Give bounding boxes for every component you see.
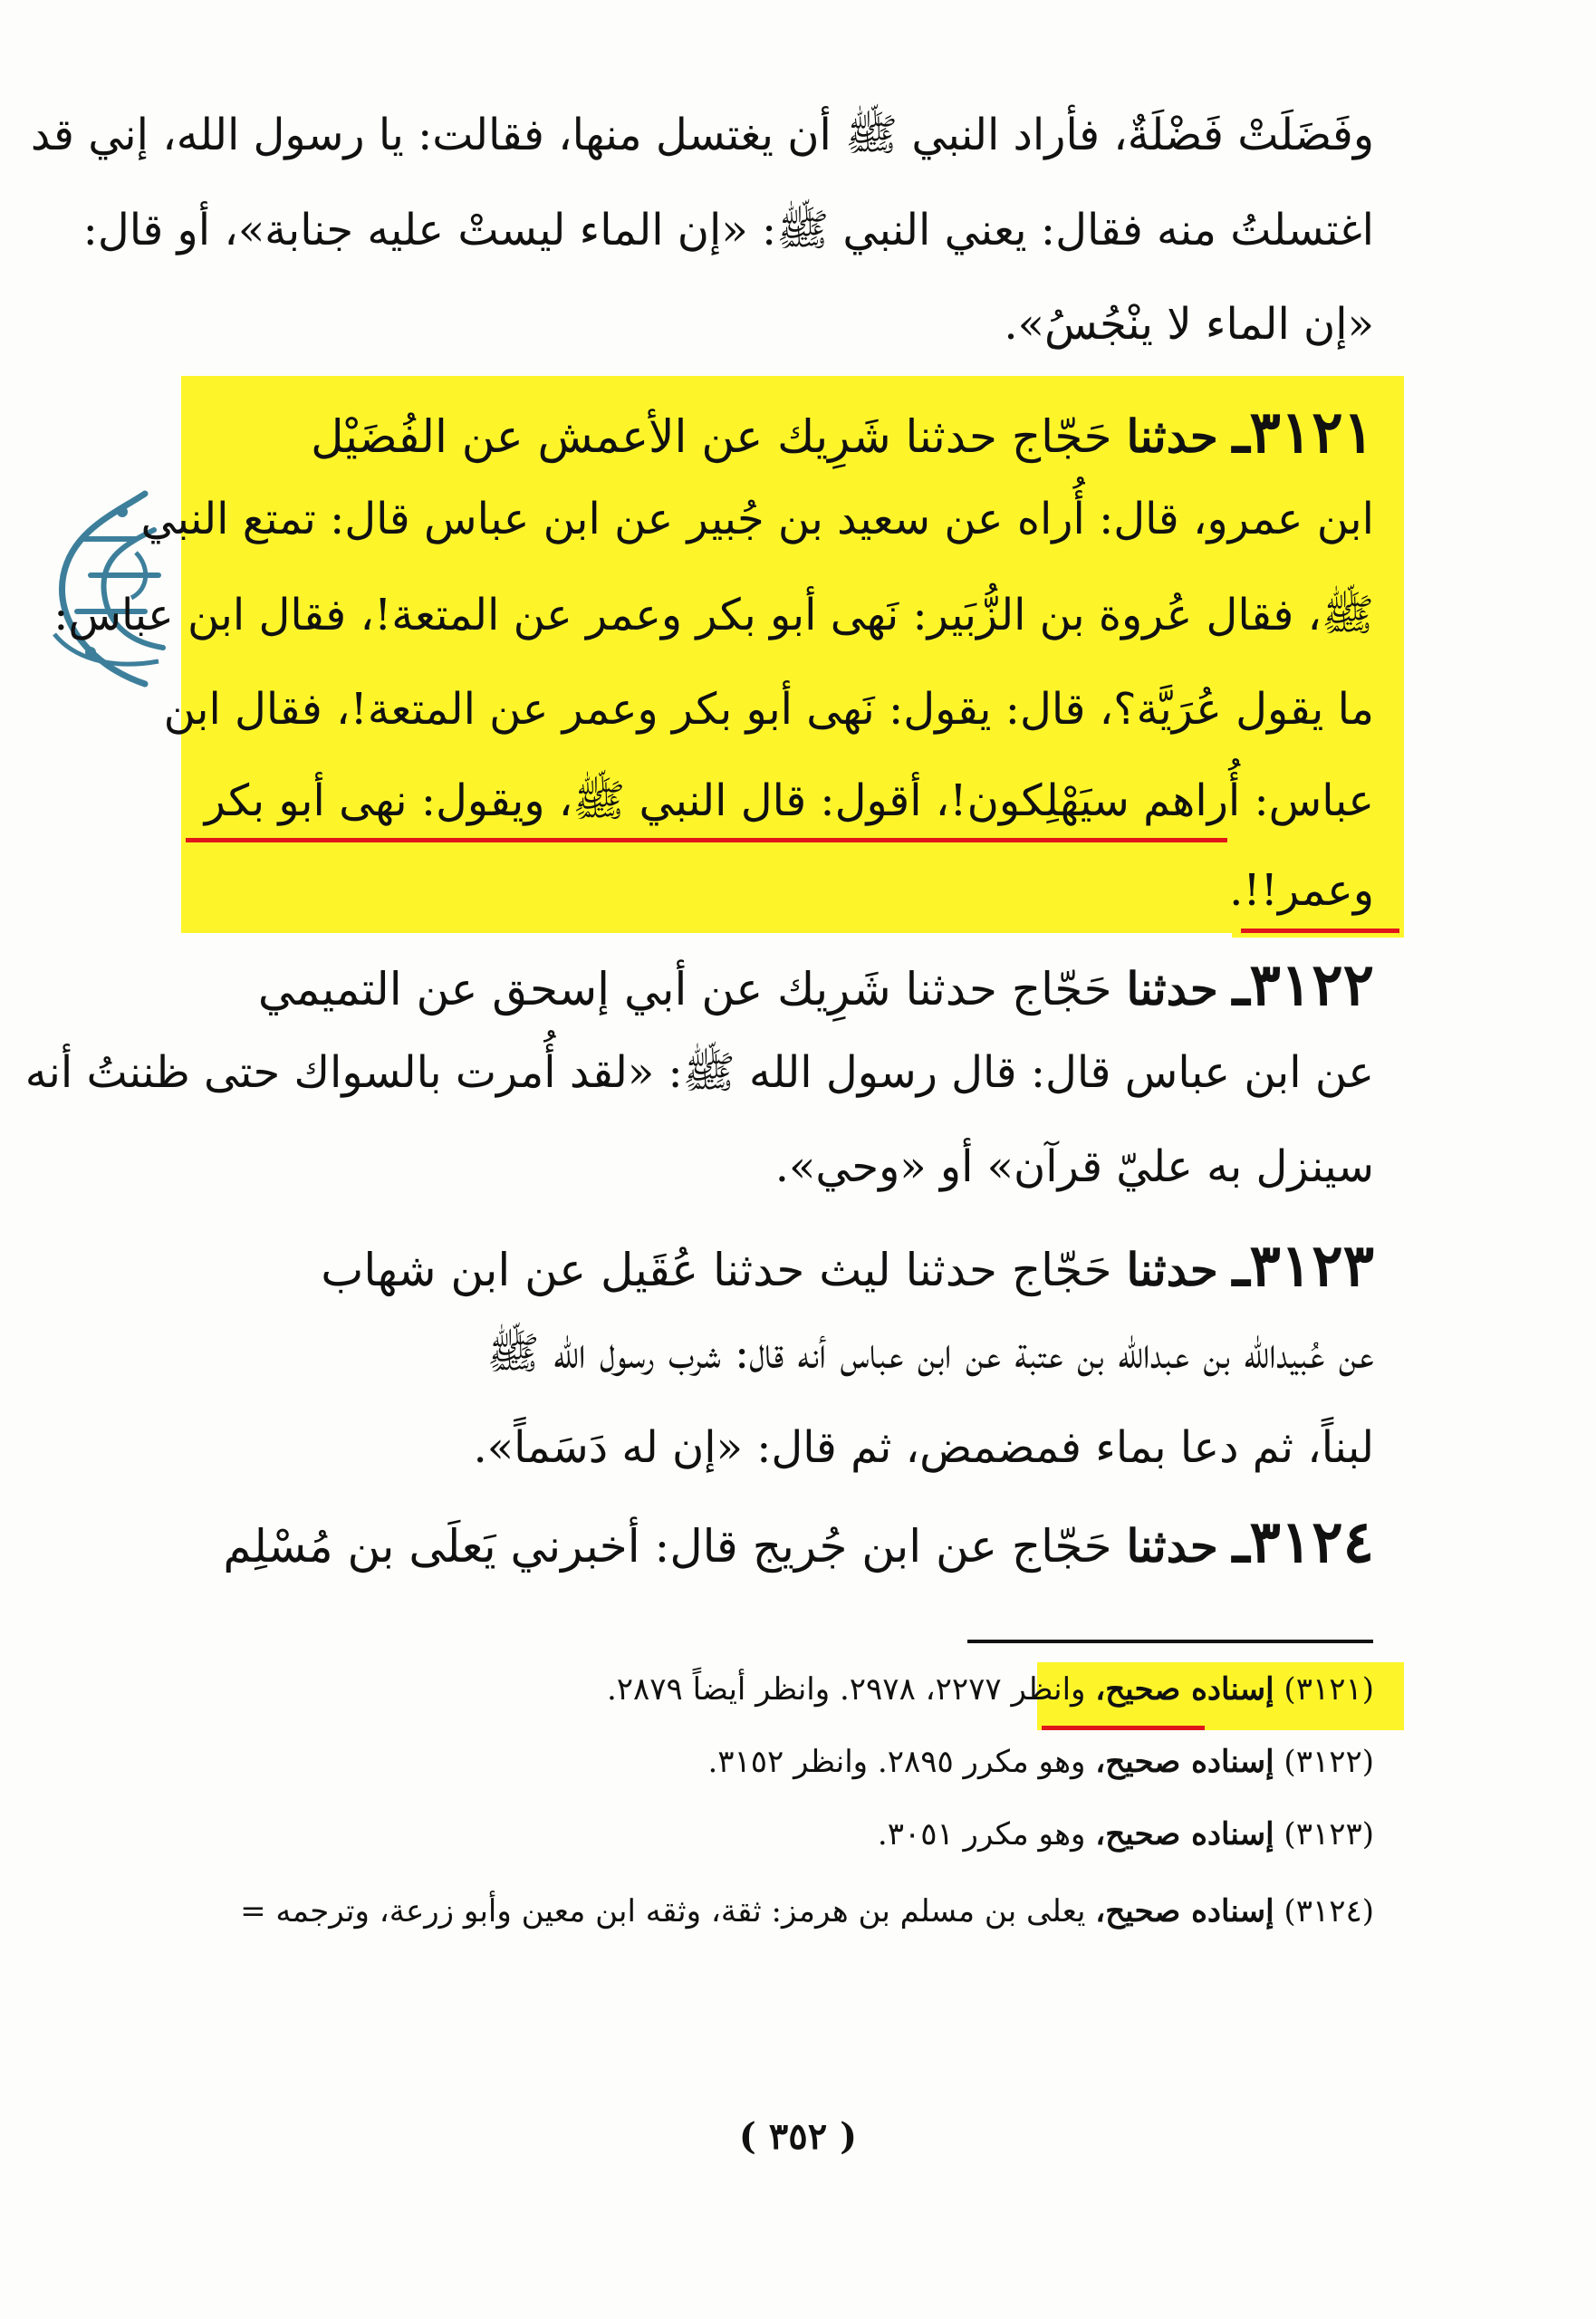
footnote-ref: (٣١٢٢) (1284, 1744, 1374, 1780)
hadith-text: حَجّاج حدثنا ليث حدثنا عُقَيل عن ابن شهاب (321, 1244, 1112, 1296)
text-line: اغتسلتُ منه فقال: يعني النبي ﷺ: «إن الماء ليستْ عليه جنابة»، أو قال: (82, 205, 1374, 255)
text-line: وفَضَلَتْ فَضْلَةٌ، فأراد النبي ﷺ أن يغتسل منها، فقالت: يا رسول الله، إني قد (30, 110, 1374, 160)
red-underline-hadith-tail (1241, 929, 1399, 933)
text-line: ابن عمرو، قال: أُراه عن سعيد بن جُبير عن ابن عباس قال: تمتع النبي (140, 494, 1374, 544)
footnote-3122 (160, 1744, 1374, 1780)
hadith-number: ٣١٢٤ـ (1232, 1508, 1374, 1576)
hadith-3122-first-line (206, 951, 1374, 1019)
hadith-number: ٣١٢١ـ (1232, 399, 1374, 467)
footnote-ref: (٣١٢٣) (1284, 1816, 1374, 1852)
text-line: عن عُبيدالله بن عبدالله بن عتبة عن ابن عباس أنه قال: شرب رسول الله ﷺ (486, 1328, 1374, 1379)
hadith-text: حَجّاج حدثنا شَرِيك عن أبي إسحق عن التميمي (257, 963, 1112, 1015)
footnote-ref: (٣١٢٤) (1284, 1893, 1374, 1929)
text-line: وعمر!!. (1229, 865, 1374, 916)
hadith-head-word: حدثنا (1126, 1243, 1218, 1296)
hadith-head-word: حدثنا (1126, 409, 1218, 463)
hadith-text: حَجّاج عن ابن جُريج قال: أخبرني يَعلَى بن مُسْلِم (223, 1520, 1112, 1573)
footnote-grade: إسناده صحيح، (1095, 1816, 1274, 1852)
text-line: سينزل به عليّ قرآن» أو «وحي». (774, 1141, 1374, 1192)
text-line: «إن الماء لا ينْجُسُ». (1004, 299, 1374, 350)
footnote-3124 (160, 1893, 1374, 1929)
red-underline-hadith (186, 838, 1227, 842)
red-underline-footnote (1042, 1726, 1205, 1730)
text-line: عباس: أُراهم سيَهْلِكون!، أقول: قال النبي ﷺ، ويقول: نهى أبو بكر (204, 775, 1374, 826)
page-number: ( ٣٥٢ ) (738, 2115, 858, 2158)
footnote-grade: إسناده صحيح، (1095, 1671, 1274, 1708)
hadith-number: ٣١٢٣ـ (1232, 1232, 1374, 1300)
footnote-ref: (٣١٢١) (1284, 1671, 1374, 1708)
footnote-text: يعلى بن مسلم بن هرمز: ثقة، وثقه ابن معين وأبو زرعة، وترجمه = (240, 1893, 1086, 1929)
hadith-number: ٣١٢٢ـ (1232, 951, 1374, 1019)
text-line: لبناً، ثم دعا بماء فمضمض، ثم قال: «إن له دَسَماً». (473, 1422, 1374, 1473)
footnote-text: وانظر ٢٢٧٧، ٢٩٧٨. وانظر أيضاً ٢٨٧٩. (606, 1671, 1086, 1708)
footnote-text: وهو مكرر ٢٨٩٥. وانظر ٣١٥٢. (707, 1744, 1086, 1780)
hadith-3124-first-line (206, 1508, 1374, 1576)
text-line: ما يقول عُرَيَّة؟، قال: يقول: نَهى أبو بكر وعمر عن المتعة!، فقال ابن (163, 684, 1374, 735)
footnote-grade: إسناده صحيح، (1095, 1744, 1274, 1780)
hadith-head-word: حدثنا (1126, 1519, 1218, 1573)
text-line: ﷺ، فقال عُروة بن الزُّبَير: نَهى أبو بكر وعمر عن المتعة!، فقال ابن عباس: (53, 590, 1374, 640)
hadith-text: حَجّاج حدثنا شَرِيك عن الأعمش عن الفُضَيْل (311, 410, 1112, 463)
footnote-3123 (160, 1816, 1374, 1852)
footnote-divider (967, 1640, 1373, 1643)
footnote-grade: إسناده صحيح، (1095, 1893, 1274, 1929)
footnote-3121 (160, 1671, 1374, 1708)
text-line: عن ابن عباس قال: قال رسول الله ﷺ: «لقد أُمرت بالسواك حتى ظننتُ أنه (24, 1047, 1374, 1098)
hadith-3121-first-line (206, 399, 1374, 467)
hadith-3123-first-line (206, 1232, 1374, 1300)
hadith-head-word: حدثنا (1126, 962, 1218, 1015)
footnote-text: وهو مكرر ٣٠٥١. (877, 1816, 1086, 1852)
